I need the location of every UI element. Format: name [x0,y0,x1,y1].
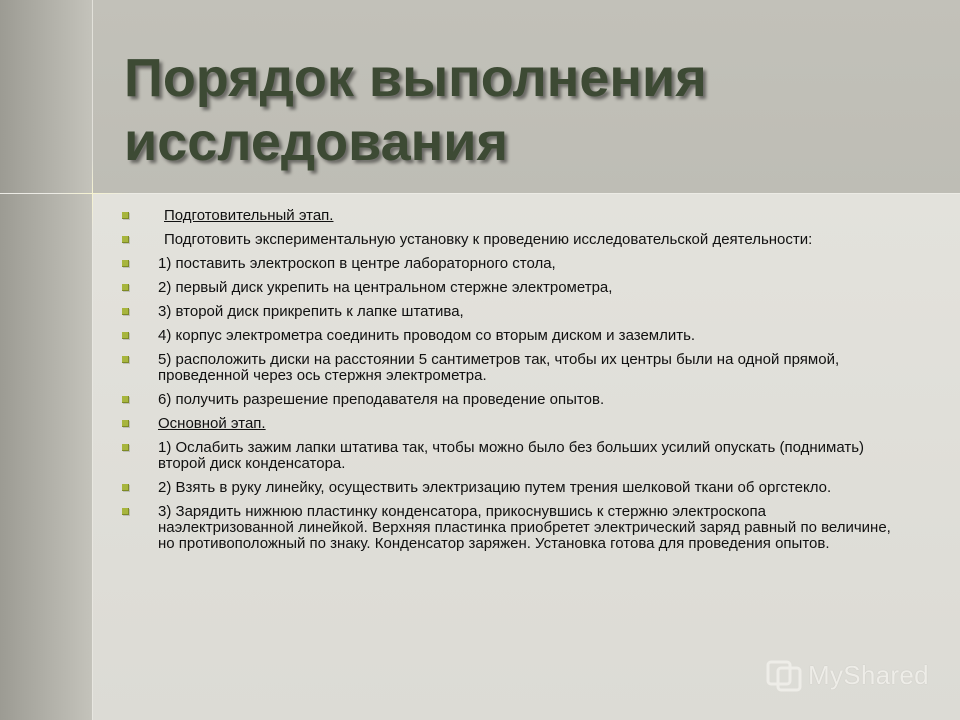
sparkle-icon-horizontal [55,193,130,194]
bullet-icon [122,308,129,315]
list-item-text: 2) первый диск укрепить на центральном стержне электрометра, [158,279,613,296]
bullet-list [122,208,892,560]
divider-vertical [92,0,93,720]
bullet-icon [122,212,129,219]
list-item [122,504,892,552]
bullet-icon [122,444,129,451]
watermark-text: MyShared [808,659,929,690]
bullet-icon [122,420,129,427]
list-item [122,304,892,320]
list-item-text: 5) расположить диски на расстоянии 5 сантиметров так, чтобы их центры были на одной прямой, проведенной через ось стержня электрометра. [158,351,840,384]
list-item [122,480,892,496]
list-item [122,280,892,296]
bullet-icon [122,356,129,363]
list-item [122,232,892,248]
list-item-text: 3) Зарядить нижнюю пластинку конденсатора, прикоснувшись к стержню электроскопа наэлектризованной линейкой. Верхняя пластинка приобретет электрический заряд равный по величине, но противоположный по знаку. Конденсатор заряжен. Установка готова для проведения опытов. [158,503,891,552]
list-item-text: 4) корпус электрометра соединить проводом со вторым диском и заземлить. [158,327,696,344]
list-item-text: Основной этап. [158,415,266,432]
list-item-text: 1) Ослабить зажим лапки штатива так, чтобы можно было без больших усилий опускать (поднимать) второй диск конденсатора. [158,439,865,472]
list-item [122,392,892,408]
bullet-icon [122,284,129,291]
myshared-logo-icon [766,658,802,692]
bullet-icon [122,396,129,403]
bullet-icon [122,484,129,491]
list-item [122,416,892,432]
sparkle-icon [92,160,93,230]
list-item-text: 1) поставить электроскоп в центре лабораторного стола, [158,255,556,272]
bullet-icon [122,332,129,339]
bullet-icon [122,236,129,243]
list-item [122,208,892,224]
list-item [122,440,892,472]
list-item-text: Подготовить экспериментальную установку к проведению исследовательской деятельности: [164,231,813,248]
list-item [122,352,892,384]
list-item-text: 2) Взять в руку линейку, осуществить электризацию путем трения шелковой ткани об оргстекло. [158,479,832,496]
divider-horizontal [0,193,960,194]
list-item-text: 6) получить разрешение преподавателя на проведение опытов. [158,391,605,408]
bullet-icon [122,508,129,515]
list-item-text: 3) второй диск прикрепить к лапке штатива, [158,303,464,320]
slide-title: Порядок выполнения исследования [124,48,707,172]
list-item [122,256,892,272]
bullet-icon [122,260,129,267]
watermark [766,658,929,692]
left-panel [0,0,92,720]
list-item-text: Подготовительный этап. [164,207,334,224]
list-item [122,328,892,344]
